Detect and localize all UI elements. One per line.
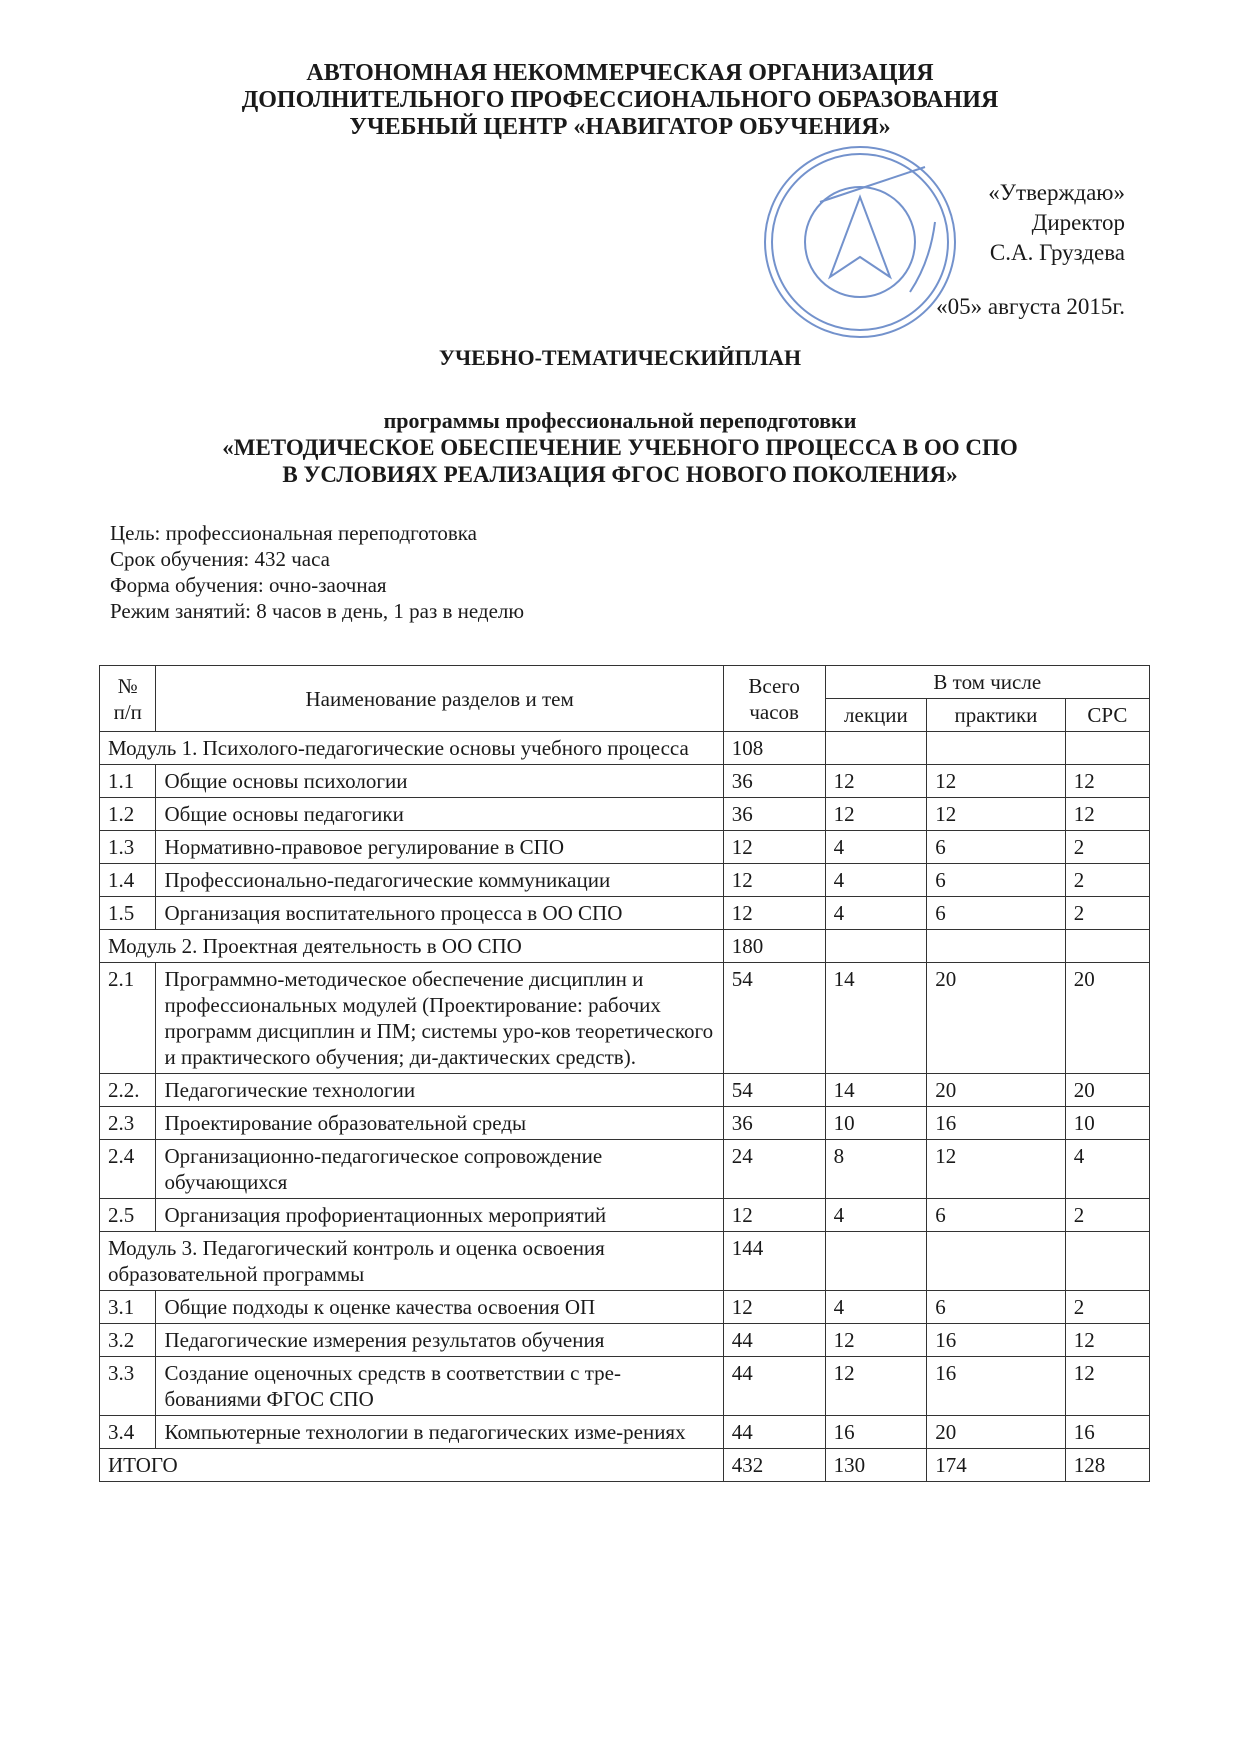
- topic-num-cell: 1.3: [100, 831, 156, 864]
- topic-name-cell: Педагогические измерения результатов обучения: [156, 1324, 723, 1357]
- total-hours-cell: 24: [723, 1140, 825, 1199]
- practice-cell: [927, 930, 1066, 963]
- approval-date: «05» августа 2015г.: [936, 294, 1125, 319]
- total-hours-cell: 44: [723, 1416, 825, 1449]
- table-row: [100, 864, 1150, 897]
- info-form: Форма обучения: очно-заочная: [110, 573, 387, 597]
- practice-cell: 174: [927, 1449, 1066, 1482]
- topic-name-cell: Педагогические технологии: [156, 1074, 723, 1107]
- srs-cell: 12: [1065, 1357, 1149, 1416]
- srs-cell: 10: [1065, 1107, 1149, 1140]
- practice-cell: [927, 732, 1066, 765]
- table-row: [100, 1107, 1150, 1140]
- curriculum-table: [99, 665, 1150, 1482]
- lectures-cell: [825, 930, 927, 963]
- total-hours-cell: 12: [723, 1199, 825, 1232]
- total-hours-cell: 12: [723, 831, 825, 864]
- topic-name-cell: Нормативно-правовое регулирование в СПО: [156, 831, 723, 864]
- lectures-cell: 12: [825, 765, 927, 798]
- table-row: [100, 1140, 1150, 1199]
- lectures-cell: 4: [825, 864, 927, 897]
- topic-name-cell: Профессионально-педагогические коммуникации: [156, 864, 723, 897]
- topic-name-cell: Программно-методическое обеспечение дисциплин и профессиональных модулей (Проектирование: рабочих программ дисциплин и ПМ; системы уро-ков теоретического и практического обучения; ди-дактических средств).: [156, 963, 723, 1074]
- table-row: [100, 1291, 1150, 1324]
- module-name-cell: Модуль 1. Психолого-педагогические основы учебного процесса: [100, 732, 724, 765]
- org-line-3: УЧЕБНЫЙ ЦЕНТР «НАВИГАТОР ОБУЧЕНИЯ»: [349, 114, 891, 140]
- header-num: № п/п: [100, 666, 156, 732]
- lectures-cell: 14: [825, 963, 927, 1074]
- director-position: Директор: [1031, 210, 1125, 235]
- topic-num-cell: 3.3: [100, 1357, 156, 1416]
- lectures-cell: 14: [825, 1074, 927, 1107]
- topic-num-cell: 3.4: [100, 1416, 156, 1449]
- topic-num-cell: 1.4: [100, 864, 156, 897]
- table-body: [100, 732, 1150, 1482]
- total-hours-cell: 12: [723, 1291, 825, 1324]
- practice-cell: 6: [927, 897, 1066, 930]
- module-row: [100, 1449, 1150, 1482]
- header-name: Наименование разделов и тем: [156, 666, 723, 732]
- table-row: [100, 831, 1150, 864]
- topic-num-cell: 1.1: [100, 765, 156, 798]
- lectures-cell: 130: [825, 1449, 927, 1482]
- lectures-cell: 4: [825, 1291, 927, 1324]
- header-lectures: лекции: [825, 699, 927, 732]
- total-hours-cell: 108: [723, 732, 825, 765]
- practice-cell: 6: [927, 1291, 1066, 1324]
- table-row: [100, 798, 1150, 831]
- module-row: [100, 1232, 1150, 1291]
- program-name-line-1: «МЕТОДИЧЕСКОЕ ОБЕСПЕЧЕНИЕ УЧЕБНОГО ПРОЦЕССА В ОО СПО: [222, 435, 1018, 460]
- org-line-1: АВТОНОМНАЯ НЕКОММЕРЧЕСКАЯ ОРГАНИЗАЦИЯ: [306, 60, 934, 86]
- table-row: [100, 1324, 1150, 1357]
- total-hours-cell: 36: [723, 1107, 825, 1140]
- topic-num-cell: 3.1: [100, 1291, 156, 1324]
- header-including: В том числе: [825, 666, 1149, 699]
- srs-cell: 20: [1065, 963, 1149, 1074]
- lectures-cell: 16: [825, 1416, 927, 1449]
- srs-cell: 2: [1065, 864, 1149, 897]
- practice-cell: 6: [927, 831, 1066, 864]
- approval-block: [936, 178, 1125, 322]
- srs-cell: 2: [1065, 1291, 1149, 1324]
- total-hours-cell: 432: [723, 1449, 825, 1482]
- topic-name-cell: Создание оценочных средств в соответствии с тре-бованиями ФГОС СПО: [156, 1357, 723, 1416]
- topic-num-cell: 2.2.: [100, 1074, 156, 1107]
- total-hours-cell: 54: [723, 1074, 825, 1107]
- program-name-line-2: В УСЛОВИЯХ РЕАЛИЗАЦИЯ ФГОС НОВОГО ПОКОЛЕНИЯ»: [282, 462, 958, 487]
- practice-cell: 16: [927, 1324, 1066, 1357]
- header-practice: практики: [927, 699, 1066, 732]
- topic-name-cell: Организация профориентационных мероприятий: [156, 1199, 723, 1232]
- total-hours-cell: 180: [723, 930, 825, 963]
- srs-cell: 128: [1065, 1449, 1149, 1482]
- topic-name-cell: Компьютерные технологии в педагогических изме-рениях: [156, 1416, 723, 1449]
- srs-cell: 16: [1065, 1416, 1149, 1449]
- topic-num-cell: 2.3: [100, 1107, 156, 1140]
- total-hours-cell: 36: [723, 798, 825, 831]
- practice-cell: 20: [927, 1074, 1066, 1107]
- info-goal: Цель: профессиональная переподготовка: [110, 521, 477, 545]
- srs-cell: [1065, 930, 1149, 963]
- topic-name-cell: Общие подходы к оценке качества освоения ОП: [156, 1291, 723, 1324]
- lectures-cell: [825, 1232, 927, 1291]
- module-row: [100, 732, 1150, 765]
- module-row: [100, 930, 1150, 963]
- total-hours-cell: 44: [723, 1357, 825, 1416]
- lectures-cell: 12: [825, 1357, 927, 1416]
- director-name: С.А. Груздева: [989, 240, 1125, 265]
- topic-num-cell: 3.2: [100, 1324, 156, 1357]
- total-hours-cell: 36: [723, 765, 825, 798]
- practice-cell: [927, 1232, 1066, 1291]
- srs-cell: 12: [1065, 1324, 1149, 1357]
- organization-header: [0, 60, 1240, 141]
- total-hours-cell: 54: [723, 963, 825, 1074]
- lectures-cell: 10: [825, 1107, 927, 1140]
- total-hours-cell: 12: [723, 864, 825, 897]
- table-row: [100, 1416, 1150, 1449]
- org-line-2: ДОПОЛНИТЕЛЬНОГО ПРОФЕССИОНАЛЬНОГО ОБРАЗОВАНИЯ: [241, 87, 999, 113]
- topic-num-cell: 1.2: [100, 798, 156, 831]
- lectures-cell: 12: [825, 1324, 927, 1357]
- srs-cell: 20: [1065, 1074, 1149, 1107]
- table-row: [100, 765, 1150, 798]
- total-hours-cell: 12: [723, 897, 825, 930]
- practice-cell: 16: [927, 1357, 1066, 1416]
- topic-num-cell: 1.5: [100, 897, 156, 930]
- srs-cell: 4: [1065, 1140, 1149, 1199]
- topic-name-cell: Организационно-педагогическое сопровождение обучающихся: [156, 1140, 723, 1199]
- srs-cell: 2: [1065, 897, 1149, 930]
- table-row: [100, 1357, 1150, 1416]
- practice-cell: 6: [927, 1199, 1066, 1232]
- practice-cell: 16: [927, 1107, 1066, 1140]
- approve-label: «Утверждаю»: [988, 180, 1125, 205]
- table-row: [100, 963, 1150, 1074]
- module-name-cell: Модуль 3. Педагогический контроль и оценка освоения образовательной программы: [100, 1232, 724, 1291]
- srs-cell: 2: [1065, 1199, 1149, 1232]
- topic-name-cell: Организация воспитательного процесса в ОО СПО: [156, 897, 723, 930]
- info-mode: Режим занятий: 8 часов в день, 1 раз в неделю: [110, 599, 525, 623]
- module-name-cell: ИТОГО: [100, 1449, 724, 1482]
- table-row: [100, 1199, 1150, 1232]
- lectures-cell: [825, 732, 927, 765]
- lectures-cell: 4: [825, 831, 927, 864]
- topic-num-cell: 2.5: [100, 1199, 156, 1232]
- lectures-cell: 4: [825, 897, 927, 930]
- document-title: УЧЕБНО-ТЕМАТИЧЕСКИЙПЛАН: [438, 345, 802, 370]
- program-subtitle: программы профессиональной переподготовки: [383, 408, 857, 433]
- srs-cell: [1065, 1232, 1149, 1291]
- total-hours-cell: 44: [723, 1324, 825, 1357]
- lectures-cell: 8: [825, 1140, 927, 1199]
- program-block: [0, 408, 1240, 488]
- srs-cell: 12: [1065, 765, 1149, 798]
- practice-cell: 20: [927, 1416, 1066, 1449]
- topic-name-cell: Общие основы психологии: [156, 765, 723, 798]
- topic-name-cell: Общие основы педагогики: [156, 798, 723, 831]
- table-row: [100, 1074, 1150, 1107]
- practice-cell: 20: [927, 963, 1066, 1074]
- table-row: [100, 897, 1150, 930]
- info-duration: Срок обучения: 432 часа: [110, 547, 330, 571]
- lectures-cell: 4: [825, 1199, 927, 1232]
- program-info: [110, 520, 524, 624]
- topic-num-cell: 2.4: [100, 1140, 156, 1199]
- module-name-cell: Модуль 2. Проектная деятельность в ОО СПО: [100, 930, 724, 963]
- lectures-cell: 12: [825, 798, 927, 831]
- practice-cell: 12: [927, 765, 1066, 798]
- header-total: Всего часов: [723, 666, 825, 732]
- header-srs: СРС: [1065, 699, 1149, 732]
- srs-cell: 2: [1065, 831, 1149, 864]
- practice-cell: 12: [927, 1140, 1066, 1199]
- total-hours-cell: 144: [723, 1232, 825, 1291]
- practice-cell: 6: [927, 864, 1066, 897]
- topic-name-cell: Проектирование образовательной среды: [156, 1107, 723, 1140]
- topic-num-cell: 2.1: [100, 963, 156, 1074]
- round-seal-stamp-icon: [760, 142, 960, 342]
- srs-cell: [1065, 732, 1149, 765]
- srs-cell: 12: [1065, 798, 1149, 831]
- practice-cell: 12: [927, 798, 1066, 831]
